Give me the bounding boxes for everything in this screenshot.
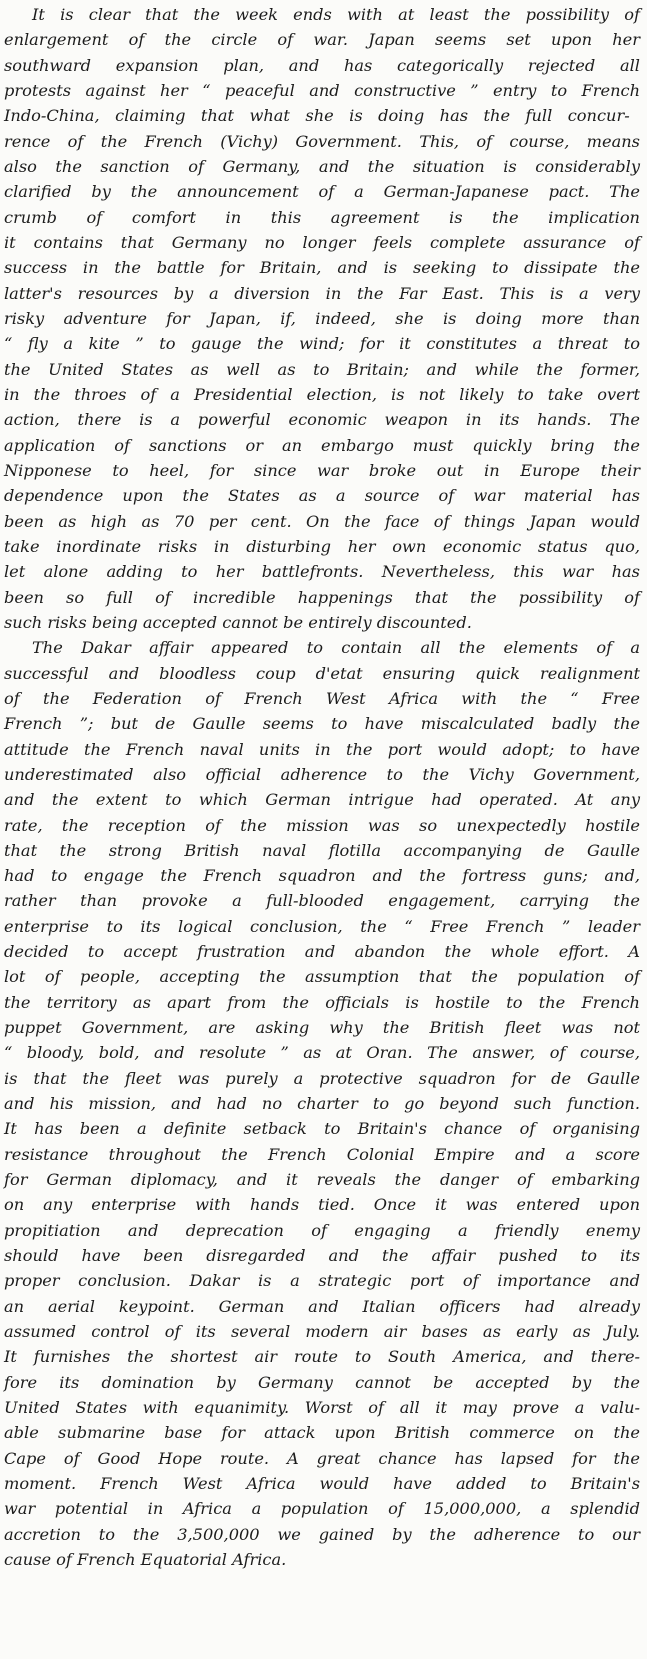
text-line: “ fly a kite ” to gauge the wind; for it constitutes a threat to [4,334,640,354]
text-line: enlargement of the circle of war. Japan seems set upon her [4,30,640,50]
text-line: assumed control of its several modern air bases as early as July. [4,1322,640,1342]
text-line: also the sanction of Germany, and the situation is considerably [4,156,640,176]
text-line: rate, the reception of the mission was so unexpectedly hostile [4,815,640,835]
text-line: been as high as 70 per cent. On the face of things Japan would [4,511,640,531]
text-line: Indo-China, claiming that what she is doing has the full concur- [4,106,630,126]
text-line: lot of people, accepting the assumption that the population of [4,967,640,987]
text-line: and his mission, and had no charter to go beyond such function. [4,1094,640,1114]
text-line: It has been a definite setback to Britain's chance of organising [4,1119,640,1139]
text-line: and the extent to which German intrigue had operated. At any [4,790,640,810]
text-line: on any enterprise with hands tied. Once it was entered upon [4,1195,640,1215]
text-line: underestimated also official adherence to the Vichy Government, [4,764,640,784]
text-line: that the strong British naval flotilla accompanying de Gaulle [4,840,640,860]
text-line: protests against her “ peaceful and constructive ” entry to French [4,80,640,100]
text-line: rather than provoke a full-blooded engagement, carrying the [4,891,640,911]
text-line: action, there is a powerful economic weapon in its hands. The [4,410,640,430]
text-line: clarified by the announcement of a German-Japanese pact. The [4,182,640,202]
text-line: proper conclusion. Dakar is a strategic port of importance and [4,1271,640,1291]
text-line: in the throes of a Presidential election, is not likely to take overt [4,384,640,404]
text-line: The Dakar affair appeared to contain all the elements of a [32,638,640,658]
text-line: southward expansion plan, and has categorically rejected all [4,55,640,75]
text-line: dependence upon the States as a source of war material has [4,486,640,506]
text-line: “ bloody, bold, and resolute ” as at Oran. The answer, of course, [4,1043,640,1063]
text-line: propitiation and deprecation of engaging a friendly enemy [4,1220,640,1240]
text-line: the territory as apart from the officials is hostile to the French [4,992,640,1012]
text-line: for German diplomacy, and it reveals the danger of embarking [4,1170,640,1190]
text-line: cause of French Equatorial Africa. [4,1550,287,1570]
text-line: take inordinate risks in disturbing her own economic status quo, [4,536,640,556]
text-line: Cape of Good Hope route. A great chance has lapsed for the [4,1448,640,1468]
text-line: had to engage the French squadron and the fortress guns; and, [4,866,640,886]
text-line: should have been disregarded and the affair pushed to its [4,1246,640,1266]
article-paragraph [4,2,640,635]
article-paragraph [4,635,640,1572]
text-line: risky adventure for Japan, if, indeed, she is doing more than [4,308,640,328]
text-line: it contains that Germany no longer feels complete assurance of [4,232,640,252]
text-line: attitude the French naval units in the port would adopt; to have [4,739,640,759]
text-line: of the Federation of French West Africa with the “ Free [4,688,640,708]
text-line: accretion to the 3,500,000 we gained by the adherence to our [4,1524,640,1544]
text-line: crumb of comfort in this agreement is the implication [4,207,640,227]
text-line: puppet Government, are asking why the British fleet was not [4,1018,640,1038]
text-line: French ”; but de Gaulle seems to have miscalculated badly the [4,714,640,734]
text-line: able submarine base for attack upon British commerce on the [4,1423,640,1443]
text-line: such risks being accepted cannot be entirely discounted. [4,612,472,632]
text-line: let alone adding to her battlefronts. Nevertheless, this war has [4,562,640,582]
text-line: It furnishes the shortest air route to South America, and there- [4,1347,640,1367]
article-body [4,2,640,1572]
text-line: been so full of incredible happenings that the possibility of [4,587,640,607]
text-line: successful and bloodless coup d'etat ensuring quick realignment [4,663,640,683]
text-line: United States with equanimity. Worst of all it may prove a valu- [4,1398,640,1418]
text-line: enterprise to its logical conclusion, the “ Free French ” leader [4,916,640,936]
text-line: war potential in Africa a population of 15,000,000, a splendid [4,1499,640,1519]
text-line: It is clear that the week ends with at least the possibility of [32,5,640,24]
text-line: is that the fleet was purely a protective squadron for de Gaulle [4,1068,640,1088]
text-line: decided to accept frustration and abandon the whole effort. A [4,942,640,962]
text-line: resistance throughout the French Colonial Empire and a score [4,1144,640,1164]
text-line: latter's resources by a diversion in the Far East. This is a very [4,283,640,303]
text-line: moment. French West Africa would have added to Britain's [4,1474,640,1494]
text-line: success in the battle for Britain, and is seeking to dissipate the [4,258,640,278]
text-line: fore its domination by Germany cannot be accepted by the [4,1372,640,1392]
text-line: Nipponese to heel, for since war broke out in Europe their [4,460,640,480]
text-line: application of sanctions or an embargo must quickly bring the [4,435,640,455]
text-line: the United States as well as to Britain; and while the former, [4,359,640,379]
text-line: rence of the French (Vichy) Government. This, of course, means [4,131,640,151]
text-line: an aerial keypoint. German and Italian officers had already [4,1296,640,1316]
